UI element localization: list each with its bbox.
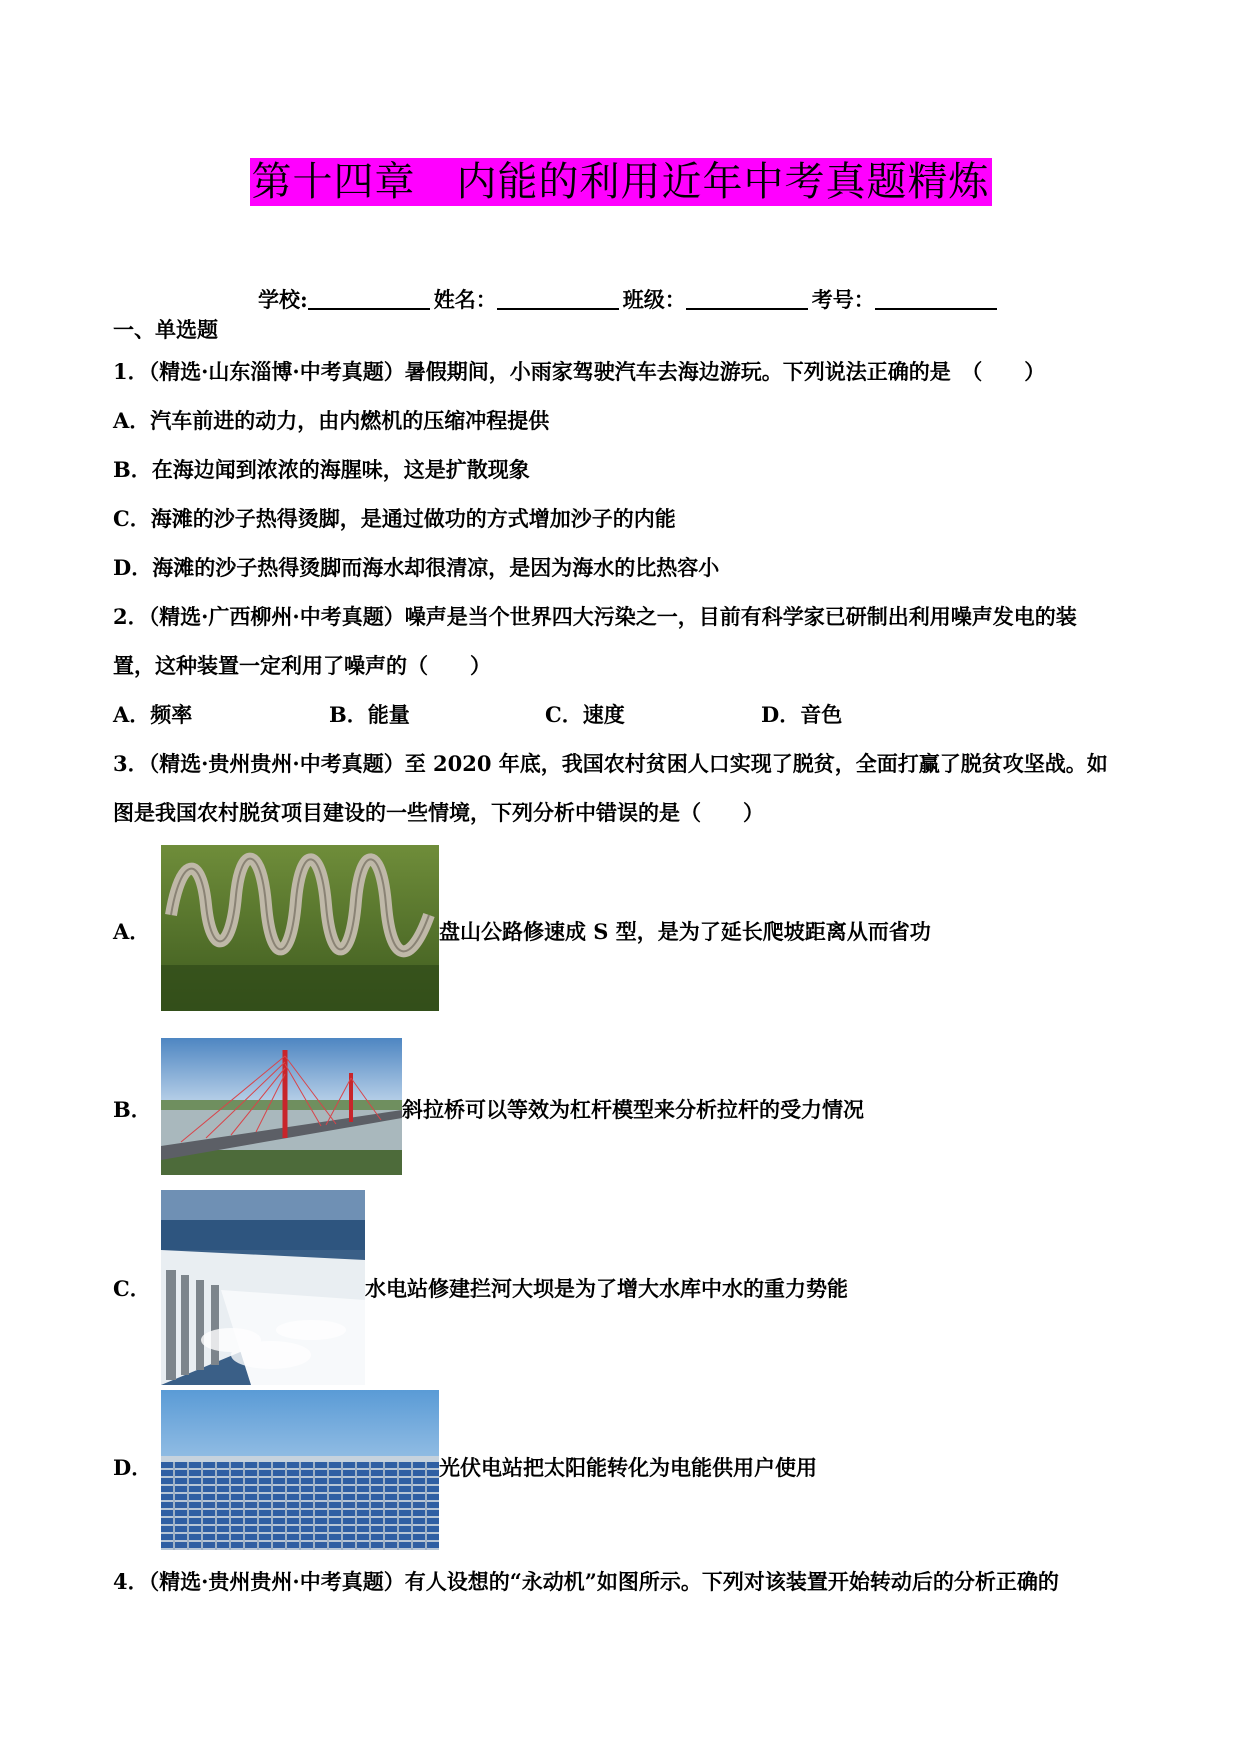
q2-option-d: D．音色 [761, 702, 843, 727]
q2-option-a: A．频率 [113, 702, 193, 727]
q4-stem: 4．（精选·贵州贵州·中考真题）有人设想的“永动机”如图所示。下列对该装置开始转动后的分析正确的 [113, 1569, 1059, 1594]
class-label: 班级： [622, 287, 686, 312]
q3-option-a-text: 盘山公路修速成 S 型，是为了延长爬坡距离从而省功 [439, 919, 931, 944]
q3-option-a-label: A． [113, 919, 151, 944]
student-info-line [258, 284, 1001, 314]
exam-no-blank[interactable] [875, 288, 997, 310]
hydropower-dam-photo [161, 1190, 365, 1385]
q3-option-d-label: D． [113, 1455, 153, 1480]
q2-stem-line2: 置，这种装置一定利用了噪声的（ ） [113, 653, 491, 678]
q2-options [113, 699, 842, 729]
q3-option-b-label: B． [113, 1097, 152, 1122]
q1-option-c: C．海滩的沙子热得烫脚，是通过做功的方式增加沙子的内能 [113, 506, 676, 531]
q1-option-d: D．海滩的沙子热得烫脚而海水却很清凉，是因为海水的比热容小 [113, 555, 720, 580]
solar-farm-photo [161, 1390, 439, 1550]
q3-option-c-text: 水电站修建拦河大坝是为了增大水库中水的重力势能 [365, 1276, 848, 1301]
q2-stem-line1: 2．（精选·广西柳州·中考真题）噪声是当个世界四大污染之一，目前有科学家已研制出利用噪声发电的装 [113, 604, 1077, 629]
class-blank[interactable] [686, 288, 808, 310]
section-heading: 一、单选题 [113, 317, 218, 342]
q3-stem-line1: 3．（精选·贵州贵州·中考真题）至 2020 年底，我国农村贫困人口实现了脱贫，全面打赢了脱贫攻坚战。如 [113, 751, 1108, 776]
q1-option-a: A．汽车前进的动力，由内燃机的压缩冲程提供 [113, 408, 550, 433]
q1-option-b: B．在海边闻到浓浓的海腥味，这是扩散现象 [113, 457, 530, 482]
q3-stem-line2: 图是我国农村脱贫项目建设的一些情境，下列分析中错误的是（ ） [113, 800, 764, 825]
title-wrap [0, 158, 1241, 206]
school-blank[interactable] [308, 288, 430, 310]
q3-option-b-text: 斜拉桥可以等效为杠杆模型来分析拉杆的受力情况 [402, 1097, 864, 1122]
page-title: 第十四章 内能的利用近年中考真题精炼 [251, 159, 990, 205]
q2-option-b: B．能量 [329, 702, 410, 727]
exam-no-label: 考号： [811, 287, 875, 312]
q3-option-d-text: 光伏电站把太阳能转化为电能供用户使用 [439, 1455, 817, 1480]
winding-road-photo [161, 845, 439, 1011]
school-label: 学校: [258, 287, 308, 312]
cable-stayed-bridge-photo [161, 1038, 402, 1175]
q2-option-c: C．速度 [545, 702, 625, 727]
q1-stem: 1．（精选·山东淄博·中考真题）暑假期间，小雨家驾驶汽车去海边游玩。下列说法正确的是 （ ） [113, 359, 1046, 384]
name-label: 姓名： [433, 287, 497, 312]
q3-option-c-label: C． [113, 1276, 151, 1301]
name-blank[interactable] [497, 288, 619, 310]
